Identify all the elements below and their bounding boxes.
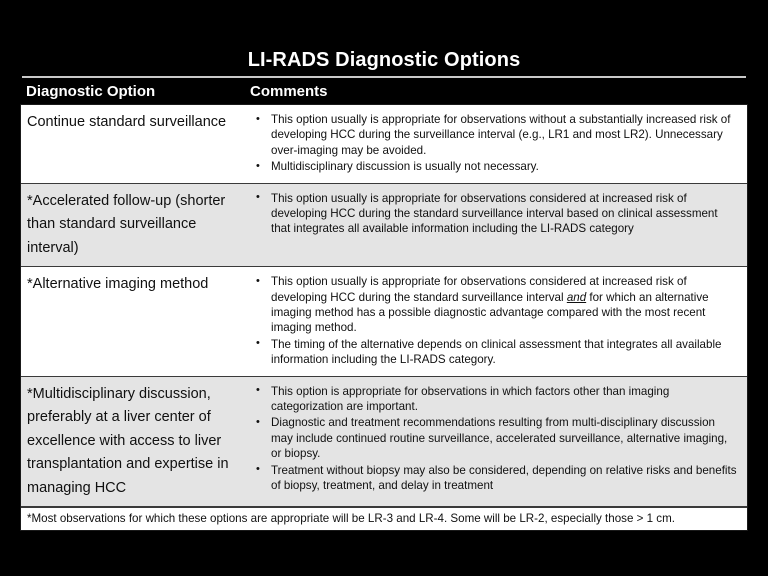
table-row [21,105,747,184]
table-row [21,184,747,268]
cell-comments [249,105,747,183]
diagnostic-options-table [20,104,748,531]
comment-bullet: • This option usually is appropriate for observations without a substantially increased risk of developing HCC during the surveillance interval (e.g., LR1 and most LR2). Unnecessary over-imaging may be avoided. [249,112,739,158]
comment-bullet: • This option usually is appropriate for observations considered at increased risk of developing HCC during the standard surveillance interval based on clinical assessment that integrates all available information including the LI-RADS category [249,191,739,237]
comment-bullet: • Multidisciplinary discussion is usually not necessary. [249,159,739,174]
table-row [21,377,747,508]
comment-bullet [249,274,739,336]
cell-comments [249,377,747,502]
cell-diagnostic-option: *Multidisciplinary discussion, preferably at a liver center of excellence with access to liver transplantation and expertise in managing HCC [27,385,229,496]
comment-bullet: • Diagnostic and treatment recommendations resulting from multi-disciplinary discussion may include continued routine surveillance, accelerated surveillance, alternative imaging, or biopsy. [249,415,739,461]
comment-bullet-list [249,191,739,237]
page-title: LI-RADS Diagnostic Options [247,49,521,71]
comment-bullet-list [249,384,739,494]
comment-bullet [249,337,739,368]
cell-diagnostic-option: *Alternative imaging method [27,276,209,293]
title-divider [22,76,746,78]
comment-bullet-list [249,274,739,367]
cell-diagnostic-option: *Accelerated follow-up (shorter than standard surveillance interval) [27,192,226,256]
table-row [21,267,747,376]
table-footnote: *Most observations for which these options are appropriate will be LR-3 and LR-4. Some will be LR-2, especially those > 1 cm. [21,507,747,530]
cell-comments [249,267,747,375]
cell-diagnostic-option: Continue standard surveillance [27,114,227,130]
cell-comments [249,184,747,245]
comment-bullet: • Treatment without biopsy may also be considered, depending on relative risks and benefits of biopsy, treatment, and delay in treatment [249,463,739,494]
comment-bullet: • This option is appropriate for observations in which factors other than imaging categorization are important. [249,384,739,415]
emphasized-text: and [566,290,587,304]
column-header-comments: Comments [250,83,328,100]
column-header-diagnostic-option: Diagnostic Option [26,83,156,100]
comment-bullet-list [249,112,739,175]
comment-text: for which an alternative imaging method has a possible diagnostic advantage compared with the most recent imaging method. [271,290,709,335]
comment-text: The timing of the alternative depends on clinical assessment that integrates all available information including the LI-RADS category. [271,337,722,367]
table-header-row [22,82,746,104]
comment-text: This option usually is appropriate for observations considered at increased risk of developing HCC during the standard surveillance interval [271,275,687,304]
